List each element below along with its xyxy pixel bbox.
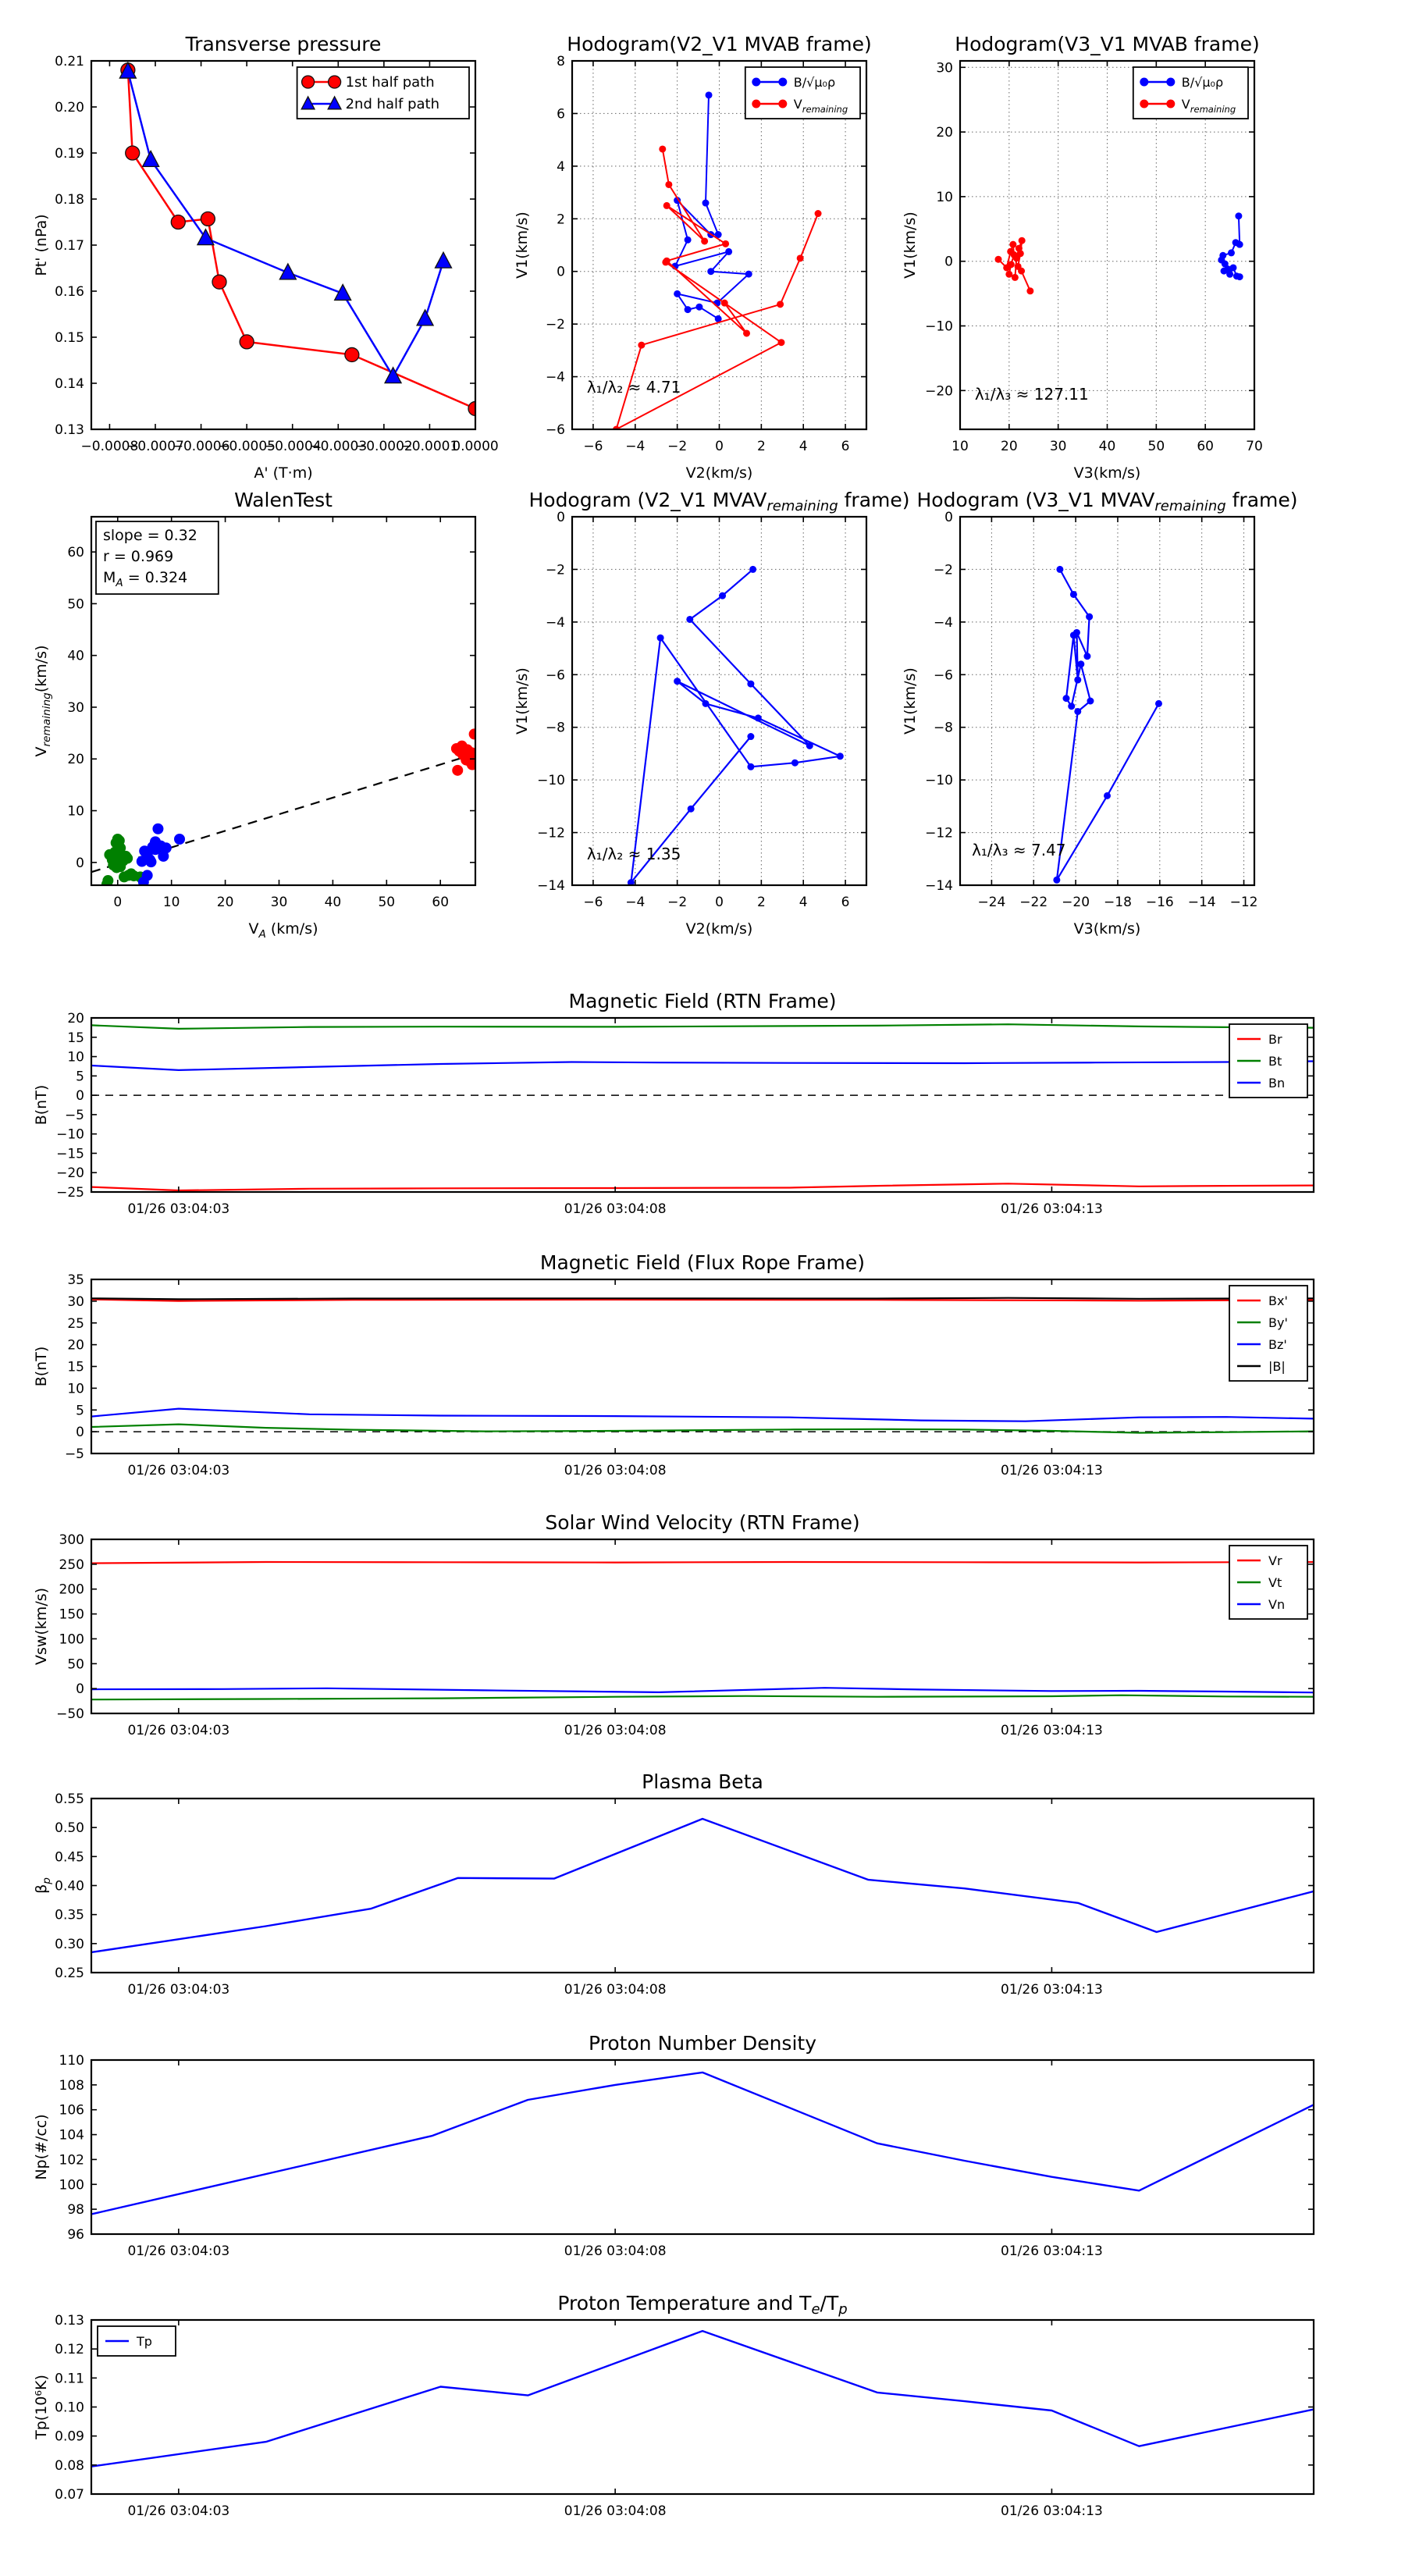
legend-label: 1st half path: [345, 74, 435, 91]
x-tick-label: −16: [1145, 895, 1174, 910]
y-tick-label: 0.21: [55, 54, 84, 69]
x-tick-label: −4: [625, 895, 646, 910]
y-tick-label: 10: [67, 803, 84, 820]
y-tick-label: −10: [56, 1126, 84, 1143]
y-tick-label: 0.35: [55, 1907, 84, 1923]
y-tick-label: 96: [67, 2227, 84, 2243]
x-tick-label: 30: [1049, 439, 1067, 454]
x-tick-label: 0: [715, 439, 724, 454]
x-tick-label: −0.0008: [80, 439, 139, 454]
y-tick-label: 0.09: [55, 2428, 84, 2445]
y-tick-label: 20: [67, 752, 84, 768]
legend-label: B/√μ₀ρ: [793, 75, 836, 90]
y-tick-label: 50: [67, 596, 84, 613]
y-tick-label: 0.16: [55, 284, 84, 300]
x-tick-label: −22: [1019, 895, 1048, 910]
x-tick-label: 01/26 03:04:03: [127, 1201, 230, 1217]
y-tick-label: −4: [545, 369, 565, 386]
y-tick-label: 100: [59, 2177, 84, 2194]
legend: [745, 67, 860, 119]
lambda-annotation: λ₁/λ₃ ≈ 7.47: [972, 841, 1066, 860]
panel-hodogram-v2v1-mvab: [514, 33, 872, 482]
chart-title: Magnetic Field (RTN Frame): [568, 990, 837, 1012]
y-tick-label: 2: [557, 212, 565, 228]
panel-hodogram-v3v1-mvav: [902, 489, 1298, 938]
y-tick-label: 98: [67, 2202, 84, 2218]
panel-proton-density: [33, 2032, 1314, 2259]
y-tick-label: 8: [557, 54, 565, 69]
x-tick-label: −0.0007: [126, 439, 184, 454]
series-cluster-red: [451, 728, 481, 775]
x-tick-label: 01/26 03:04:13: [1001, 1982, 1103, 1998]
x-tick-label: 2: [756, 895, 766, 910]
y-tick-label: −15: [56, 1146, 84, 1162]
x-tick-label: −0.0003: [309, 439, 368, 454]
x-tick-label: 01/26 03:04:08: [564, 1201, 667, 1217]
x-tick-label: 50: [378, 895, 396, 910]
y-tick-label: −5: [64, 1446, 84, 1462]
x-tick-label: 01/26 03:04:13: [1001, 1201, 1103, 1217]
y-tick-label: 0: [76, 1681, 84, 1698]
chart-title: Hodogram(V3_V1 MVAB frame): [955, 33, 1260, 55]
panel-proton-temp: [33, 2292, 1314, 2519]
stats-line: r = 0.969: [103, 548, 174, 565]
x-tick-label: −2: [667, 439, 688, 454]
y-tick-label: −20: [56, 1165, 84, 1182]
y-tick-label: 30: [67, 1293, 84, 1310]
y-tick-label: 50: [67, 1656, 84, 1673]
legend-label: $V_{remaining}$: [1181, 97, 1236, 115]
y-tick-label: 200: [59, 1582, 84, 1598]
y-axis-label: V1(km/s): [902, 212, 919, 279]
x-tick-label: 6: [841, 439, 850, 454]
legend-label: Bn: [1268, 1076, 1286, 1091]
y-tick-label: −2: [933, 562, 953, 578]
y-tick-label: 6: [557, 106, 565, 123]
y-tick-label: −12: [925, 825, 953, 841]
x-tick-label: 4: [799, 895, 808, 910]
legend-label: Vt: [1268, 1575, 1282, 1590]
y-tick-label: −25: [56, 1185, 84, 1201]
legend: [297, 67, 469, 119]
x-tick-label: −0.0001: [400, 439, 459, 454]
legend: [1229, 1286, 1307, 1381]
legend-label: By': [1268, 1315, 1288, 1330]
y-tick-label: 102: [59, 2152, 84, 2169]
series-Bt: [91, 1024, 1314, 1029]
panel-hodogram-v2v1-mvav: [514, 489, 910, 938]
y-tick-label: 0.13: [55, 422, 84, 438]
x-tick-label: 40: [324, 895, 342, 910]
x-tick-label: −0.0005: [218, 439, 276, 454]
y-tick-label: 10: [67, 1049, 84, 1066]
y-tick-label: 15: [67, 1030, 84, 1046]
legend-label: $V_{remaining}$: [793, 97, 848, 115]
y-tick-label: −8: [933, 720, 953, 736]
x-axis-label: A' (T·m): [254, 464, 313, 482]
y-tick-label: −20: [925, 383, 953, 400]
y-tick-label: 250: [59, 1557, 84, 1573]
x-tick-label: 4: [799, 439, 808, 454]
panel-transverse-pressure: [33, 33, 499, 482]
y-tick-label: 104: [59, 2127, 84, 2144]
y-tick-label: 20: [67, 1011, 84, 1026]
y-tick-label: 100: [59, 1631, 84, 1648]
legend-label: Bt: [1268, 1054, 1282, 1069]
x-tick-label: 01/26 03:04:03: [127, 1723, 230, 1738]
y-tick-label: −10: [537, 773, 565, 789]
y-axis-label: Pt' (nPa): [33, 214, 50, 276]
x-tick-label: −24: [977, 895, 1006, 910]
y-axis-label: V1(km/s): [902, 667, 919, 735]
y-tick-label: −6: [545, 422, 565, 438]
y-tick-label: 30: [67, 699, 84, 716]
x-tick-label: −14: [1187, 895, 1216, 910]
x-tick-label: 40: [1098, 439, 1116, 454]
y-tick-label: 0: [76, 1425, 84, 1441]
y-tick-label: 40: [67, 648, 84, 664]
y-tick-label: 0.18: [55, 192, 84, 208]
legend: [1133, 67, 1248, 119]
chart-title: Proton Number Density: [589, 2032, 816, 2055]
y-tick-label: 0.19: [55, 146, 84, 162]
y-tick-label: −6: [545, 667, 565, 684]
y-tick-label: 0.15: [55, 330, 84, 346]
legend-label: Vr: [1268, 1553, 1282, 1568]
x-tick-label: −0.0004: [263, 439, 322, 454]
y-tick-label: 15: [67, 1359, 84, 1375]
lambda-annotation: λ₁/λ₂ ≈ 4.71: [586, 377, 681, 397]
legend-label: 2nd half path: [345, 96, 440, 112]
x-tick-label: 6: [841, 895, 850, 910]
x-tick-label: 01/26 03:04:13: [1001, 1463, 1103, 1478]
series-Bn: [91, 1062, 1314, 1070]
y-axis-label: $\beta_p$: [33, 1877, 53, 1894]
x-tick-label: 20: [1001, 439, 1018, 454]
y-tick-label: −4: [933, 614, 953, 631]
x-tick-label: 2: [756, 439, 766, 454]
series-Vn: [91, 1688, 1314, 1692]
y-tick-label: −12: [537, 825, 565, 841]
legend-label: Tp: [137, 2334, 152, 2349]
legend-label: B/√μ₀ρ: [1181, 75, 1224, 90]
stats-line: $M_A = 0.324$: [103, 569, 188, 589]
y-tick-label: −8: [545, 720, 565, 736]
chart-title: Plasma Beta: [642, 1770, 763, 1793]
y-axis-label: B(nT): [33, 1084, 50, 1126]
y-axis-label: Np(#/cc): [33, 2114, 50, 2180]
y-tick-label: 35: [67, 1272, 84, 1288]
y-tick-label: 0.17: [55, 238, 84, 254]
x-tick-label: 01/26 03:04:03: [127, 1982, 230, 1998]
y-axis-label: $V_{remaining}(km/s)$: [33, 645, 53, 757]
x-tick-label: −6: [583, 895, 603, 910]
x-tick-label: 10: [162, 895, 180, 910]
y-tick-label: 0.07: [55, 2487, 84, 2503]
y-axis-label: V1(km/s): [514, 667, 531, 735]
series-B-hodogram: [1218, 212, 1243, 280]
x-tick-label: −4: [625, 439, 646, 454]
x-tick-label: 50: [1147, 439, 1165, 454]
y-tick-label: 25: [67, 1315, 84, 1332]
y-tick-label: 0.11: [55, 2371, 84, 2387]
x-tick-label: −2: [667, 895, 688, 910]
y-tick-label: 110: [59, 2053, 84, 2069]
x-axis-label: V3(km/s): [1073, 920, 1141, 938]
x-tick-label: 0.0000: [452, 439, 499, 454]
y-tick-label: 0.12: [55, 2342, 84, 2358]
panel-hodogram-v3v1-mvab: [902, 33, 1263, 482]
x-axis-label: V3(km/s): [1073, 464, 1141, 482]
y-tick-label: 60: [67, 545, 84, 561]
panel-mag-fluxrope: [33, 1251, 1314, 1478]
y-tick-label: 0.25: [55, 1966, 84, 1981]
y-axis-label: V1(km/s): [514, 212, 531, 279]
series-cluster-blue: [137, 824, 185, 888]
y-tick-label: −4: [545, 614, 565, 631]
legend-label: Bx': [1268, 1293, 1288, 1308]
x-tick-label: 30: [270, 895, 288, 910]
y-tick-label: 300: [59, 1532, 84, 1548]
x-tick-label: 0: [113, 895, 123, 910]
chart-title: Hodogram (V3_V1 $MVAV_{remaining}$ frame): [916, 489, 1298, 514]
x-tick-label: −18: [1104, 895, 1132, 910]
chart-title: Hodogram (V2_V1 $MVAV_{remaining}$ frame): [528, 489, 910, 514]
y-tick-label: 10: [67, 1381, 84, 1397]
y-tick-label: 0: [557, 264, 565, 280]
x-tick-label: 01/26 03:04:13: [1001, 2243, 1103, 2259]
y-tick-label: 10: [936, 189, 953, 205]
series-Tp: [91, 2331, 1314, 2467]
x-tick-label: 01/26 03:04:08: [564, 2503, 667, 2519]
y-tick-label: 0.14: [55, 376, 84, 392]
chart-title: Transverse pressure: [185, 33, 382, 55]
y-axis-label: Tp(10⁶K): [33, 2375, 50, 2439]
y-tick-label: −6: [933, 667, 953, 684]
y-tick-label: 0.55: [55, 1791, 84, 1807]
x-tick-label: 01/26 03:04:03: [127, 1463, 230, 1478]
series-V-hodogram: [628, 566, 844, 886]
y-tick-label: −2: [545, 562, 565, 578]
y-tick-label: −14: [925, 878, 953, 894]
x-tick-label: −20: [1062, 895, 1090, 910]
x-tick-label: −0.0002: [354, 439, 413, 454]
x-tick-label: 10: [951, 439, 969, 454]
x-tick-label: 20: [216, 895, 234, 910]
stats-box: [96, 521, 219, 594]
x-tick-label: 70: [1246, 439, 1263, 454]
y-tick-label: 0.10: [55, 2400, 84, 2416]
series-Vt: [91, 1695, 1314, 1700]
lambda-annotation: λ₁/λ₃ ≈ 127.11: [974, 385, 1089, 404]
y-tick-label: −10: [925, 318, 953, 335]
panel-mag-rtn: [33, 990, 1314, 1217]
panel-plasma-beta: [33, 1770, 1314, 1998]
y-tick-label: 0.40: [55, 1878, 84, 1895]
x-tick-label: −6: [583, 439, 603, 454]
y-tick-label: 0: [557, 510, 565, 525]
y-tick-label: 0: [944, 510, 953, 525]
y-tick-label: 0.45: [55, 1849, 84, 1866]
legend-label: Bz': [1268, 1337, 1287, 1352]
series-Br: [91, 1183, 1314, 1190]
y-tick-label: −14: [537, 878, 565, 894]
series-Vr: [91, 1562, 1314, 1564]
x-tick-label: 0: [715, 895, 724, 910]
x-tick-label: 01/26 03:04:08: [564, 1463, 667, 1478]
y-tick-label: 5: [76, 1069, 84, 1085]
y-tick-label: 0.13: [55, 2313, 84, 2329]
chart-title: Magnetic Field (Flux Rope Frame): [539, 1251, 866, 1274]
y-tick-label: 0: [76, 855, 84, 871]
x-tick-label: 01/26 03:04:03: [127, 2503, 230, 2519]
y-tick-label: 4: [557, 158, 565, 175]
legend: [1229, 1546, 1307, 1619]
y-tick-label: 0: [944, 254, 953, 270]
y-tick-label: 0.08: [55, 2457, 84, 2474]
y-tick-label: 108: [59, 2077, 84, 2094]
x-tick-label: 01/26 03:04:08: [564, 2243, 667, 2259]
y-tick-label: 106: [59, 2102, 84, 2119]
panel-vsw-rtn: [33, 1511, 1314, 1738]
x-axis-label: V2(km/s): [685, 920, 753, 938]
lambda-annotation: λ₁/λ₂ ≈ 1.35: [586, 844, 681, 863]
x-tick-label: 01/26 03:04:08: [564, 1723, 667, 1738]
y-tick-label: 0.30: [55, 1936, 84, 1952]
x-axis-label: V2(km/s): [685, 464, 753, 482]
stats-line: slope = 0.32: [103, 527, 197, 544]
y-tick-label: −50: [56, 1706, 84, 1722]
y-axis-label: B(nT): [33, 1346, 50, 1387]
y-tick-label: 20: [67, 1337, 84, 1354]
panel-walen-test: [33, 489, 481, 941]
y-tick-label: 0.50: [55, 1820, 84, 1837]
x-tick-label: 01/26 03:04:13: [1001, 1723, 1103, 1738]
x-tick-label: 60: [432, 895, 450, 910]
legend: [98, 2326, 176, 2356]
series-beta: [91, 1819, 1314, 1952]
y-tick-label: −2: [545, 317, 565, 333]
chart-title: WalenTest: [234, 489, 333, 511]
y-axis-label: Vsw(km/s): [33, 1587, 50, 1666]
x-axis-label: $V_A$ (km/s): [248, 920, 318, 941]
chart-title: Hodogram(V2_V1 MVAB frame): [567, 33, 872, 55]
series-V-remaining-hodogram: [995, 237, 1034, 295]
x-tick-label: 01/26 03:04:13: [1001, 2503, 1103, 2519]
y-tick-label: 0.20: [55, 100, 84, 116]
chart-title: Solar Wind Velocity (RTN Frame): [545, 1511, 860, 1534]
y-tick-label: 30: [936, 60, 953, 76]
x-tick-label: −12: [1229, 895, 1258, 910]
legend-label: Vn: [1268, 1597, 1286, 1612]
y-tick-label: −5: [64, 1107, 84, 1123]
series-Np: [91, 2073, 1314, 2215]
x-tick-label: 60: [1197, 439, 1214, 454]
x-tick-label: 01/26 03:04:03: [127, 2243, 230, 2259]
x-tick-label: 01/26 03:04:08: [564, 1982, 667, 1998]
y-tick-label: 150: [59, 1606, 84, 1623]
series-Bz': [91, 1409, 1314, 1421]
x-tick-label: −0.0006: [172, 439, 230, 454]
series-|B|: [91, 1298, 1314, 1300]
y-tick-label: 5: [76, 1403, 84, 1419]
legend: [1229, 1024, 1307, 1098]
y-tick-label: −10: [925, 773, 953, 789]
y-tick-label: 0: [76, 1088, 84, 1105]
series-V-hodogram: [1053, 566, 1162, 884]
y-tick-label: 20: [936, 125, 953, 141]
chart-title: Proton Temperature and $T_e/T_p$: [557, 2292, 848, 2318]
legend-label: Br: [1268, 1032, 1282, 1047]
legend-label: |B|: [1268, 1359, 1286, 1374]
